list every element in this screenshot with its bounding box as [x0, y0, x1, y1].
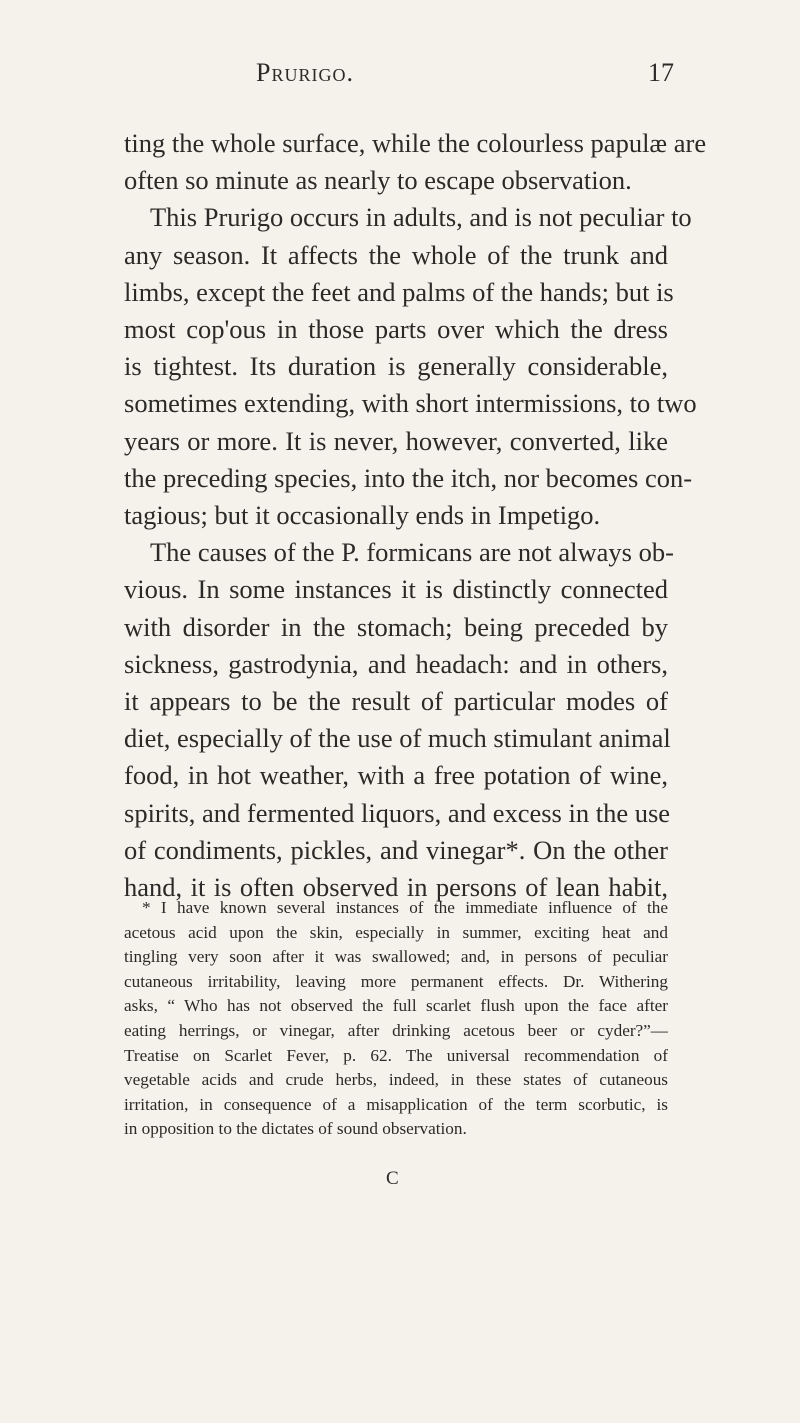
footnote-line: cutaneous irritability, leaving more permanent effects. Dr. Withering [124, 971, 668, 991]
running-head [0, 58, 800, 98]
body-line: any season. It affects the whole of the trunk and [124, 239, 668, 270]
body-line: with disorder in the stomach; being preceded by [124, 611, 668, 642]
body-line: often so minute as nearly to escape observation. [124, 165, 632, 196]
body-line: sometimes extending, with short intermissions, to two [124, 388, 697, 419]
body-line: most cop'ous in those parts over which the dress [124, 314, 668, 345]
page-number: 17 [648, 58, 674, 87]
footnote-line: * I have known several instances of the immediate influence of the [142, 898, 668, 917]
body-line: of condiments, pickles, and vinegar*. On the other [124, 834, 668, 865]
body-line: spirits, and fermented liquors, and excess in the use [124, 797, 671, 828]
body-line: hand, it is often observed in persons of lean habit, [124, 872, 668, 903]
footnote-line: eating herrings, or vinegar, after drinking acetous beer or cyder?”— [124, 1020, 668, 1040]
footnote-line: vegetable acids and crude herbs, indeed, in these states of cutaneous [124, 1070, 668, 1090]
footnote-line: in opposition to the dictates of sound observation. [124, 1119, 467, 1139]
body-line: it appears to be the result of particular modes of [124, 686, 668, 717]
footnote-line: Treatise on Scarlet Fever, p. 62. The universal recommendation of [124, 1045, 668, 1065]
body-line: limbs, except the feet and palms of the hands; but is [124, 276, 674, 307]
body-line: ting the whole surface, while the colourless papulæ are [124, 128, 707, 158]
footnote-line: irritation, in consequence of a misapplication of the term scorbutic, is [124, 1094, 668, 1114]
body-line: vious. In some instances it is distinctly connected [124, 574, 668, 605]
body-line: is tightest. Its duration is generally considerable, [124, 351, 668, 382]
body-line: the preceding species, into the itch, nor becomes con- [124, 462, 693, 493]
footnote-line: acetous acid upon the skin, especially in summer, exciting heat and [124, 922, 668, 942]
body-line: food, in hot weather, with a free potation of wine, [124, 760, 668, 791]
footnote-line: tingling very soon after it was swallowed; and, in persons of peculiar [124, 947, 668, 967]
body-line: The causes of the P. formicans are not always ob- [150, 537, 674, 568]
running-title: Prurigo. [256, 58, 354, 87]
body-text [124, 125, 707, 906]
body-line: tagious; but it occasionally ends in Impetigo. [124, 500, 601, 531]
body-line: years or more. It is never, however, converted, like [124, 425, 668, 456]
body-line: This Prurigo occurs in adults, and is not peculiar to [150, 202, 692, 233]
body-line: sickness, gastrodynia, and headach: and in others, [124, 648, 668, 679]
footnote [124, 896, 668, 1142]
footnote-line: asks, “ Who has not observed the full scarlet flush upon the face after [124, 996, 668, 1016]
signature-mark: C [386, 1168, 399, 1189]
body-line: diet, especially of the use of much stimulant animal [124, 723, 671, 754]
